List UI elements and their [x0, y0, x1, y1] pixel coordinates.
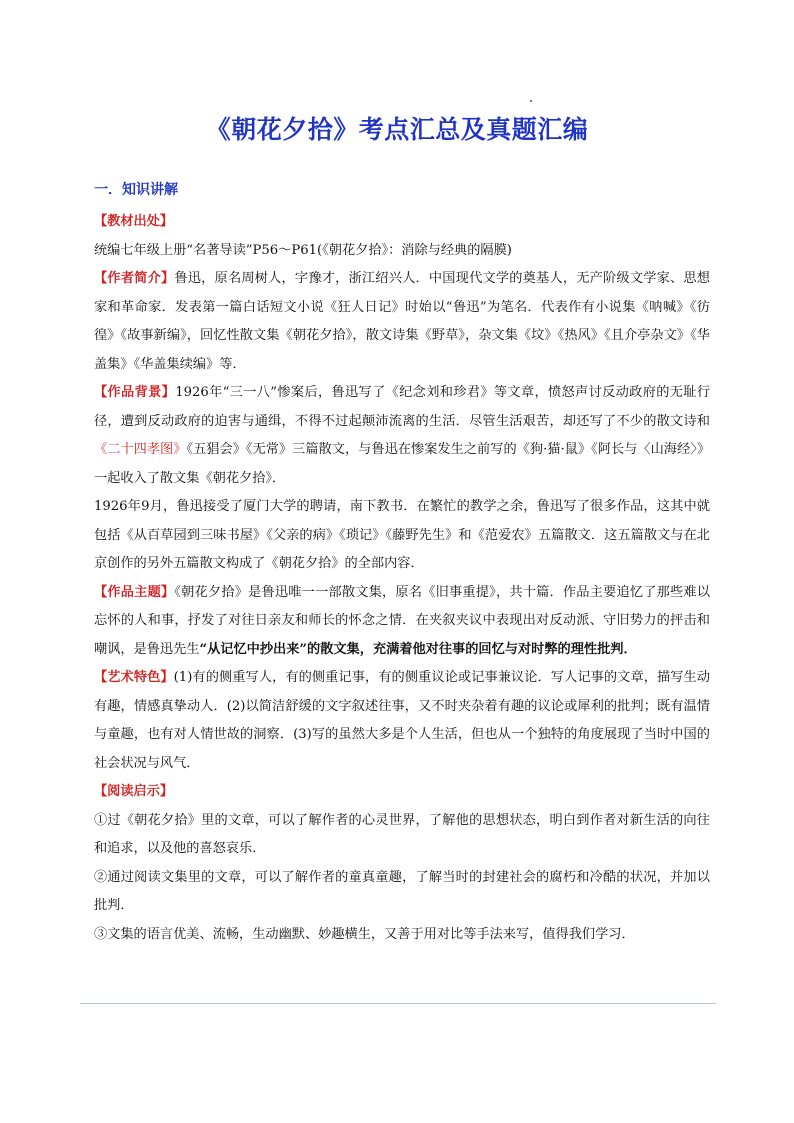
- background-paragraph-2: [94, 493, 710, 579]
- textbook-tag-line: [94, 208, 710, 237]
- theme-text-a: 《朝花夕拾》是鲁迅唯一一部散文集，原名《旧事重提》，共十篇．作品主要追忆了那些难以忘怀的人和事，抒发了对往日亲友和师长的怀念之情．在夹叙夹议中表现出对反动派、守旧势力的抨击和嘲讽，是鲁迅先生: [94, 584, 711, 657]
- background-text-a: 1926年“三一八”惨案后，鲁迅写了《纪念刘和珍君》等文章，愤怒声讨反动政府的无耻行径，遭到反动政府的迫害与通缉，不得不过起颠沛流离的生活．尽管生活艰苦，却还写了不少的散文诗和: [94, 385, 711, 429]
- section-heading: 一．知识讲解: [94, 182, 178, 198]
- art-tag: 【艺术特色】: [94, 670, 174, 685]
- author-paragraph: [94, 265, 710, 379]
- background-tag: 【作品背景】: [94, 385, 176, 400]
- document-title: 《朝花夕拾》考点汇总及真题汇编: [205, 115, 589, 144]
- background-text-b: 《五猖会》《无常》三篇散文，与鲁迅在惨案发生之前写的《狗·猫·鼠》《阿长与〈山海经〉》一起收入了散文集《朝花夕拾》．: [94, 442, 711, 486]
- theme-tag: 【作品主题】: [94, 584, 175, 600]
- theme-text-bold: “从记忆中抄出来”的散文集，充满着他对往事的回忆与对时弊的理性批判．: [199, 641, 637, 657]
- author-text: 鲁迅，原名周树人，字豫才，浙江绍兴人．中国现代文学的奠基人，无产阶级文学家、思想家和革命家．发表第一篇白话短文小说《狂人日记》时始以“鲁迅”为笔名．代表作有小说集《呐喊》《彷徨》《故事新编》，回忆性散文集《朝花夕拾》，散文诗集《野草》，杂文集《坟》《热风》《且介亭杂文》《华盖集》《华盖集续编》等．: [94, 271, 710, 372]
- textbook-paragraph: [94, 237, 710, 266]
- author-tag: 【作者简介】: [94, 271, 175, 286]
- theme-paragraph: [94, 579, 710, 665]
- textbook-tag: 【教材出处】: [94, 214, 174, 229]
- reading-item: ①过《朝花夕拾》里的文章，可以了解作者的心灵世界，了解他的思想状态，明白到作者对新生活的向往和追求，以及他的喜怒哀乐．: [94, 812, 710, 856]
- document-body: [94, 208, 710, 949]
- textbook-text: 统编七年级上册“名著导读”P56～P61(《朝花夕拾》：消除与经典的隔膜): [94, 242, 512, 258]
- art-paragraph: [94, 664, 710, 778]
- background-paragraph: [94, 379, 710, 493]
- background-red-title: 《二十四孝图》: [94, 442, 187, 457]
- reading-item: ③文集的语言优美、流畅，生动幽默、妙趣横生，又善于用对比等手法来写，值得我们学习．: [94, 926, 635, 942]
- page-dot: [530, 100, 532, 102]
- art-text: (1)有的侧重写人，有的侧重记事，有的侧重议论或记事兼议论．写人记事的文章，描写生动有趣，情感真挚动人．(2)以简洁舒缓的文字叙述往事，又不时夹杂着有趣的议论或犀利的批判；既有温情与童趣，也有对人情世故的洞察．(3)写的虽然大多是个人生活，但也从一个独特的角度展现了当时中国的社会状况与风气．: [94, 670, 711, 771]
- reading-tag-line: [94, 778, 710, 807]
- reading-tag: 【阅读启示】: [94, 784, 174, 799]
- reading-item: ②通过阅读文集里的文章，可以了解作者的童真童趣，了解当时的封建社会的腐朽和冷酷的状况，并加以批判．: [94, 869, 710, 913]
- footer-divider: [80, 1003, 716, 1004]
- background-text-c: 1926年9月，鲁迅接受了厦门大学的聘请，南下教书．在繁忙的教学之余，鲁迅写了很多作品，这其中就包括《从百草园到三味书屋》《父亲的病》《琐记》《藤野先生》和《范爱农》五篇散文．这五篇散文与在北京创作的另外五篇散文构成了《朝花夕拾》的全部内容．: [94, 499, 710, 571]
